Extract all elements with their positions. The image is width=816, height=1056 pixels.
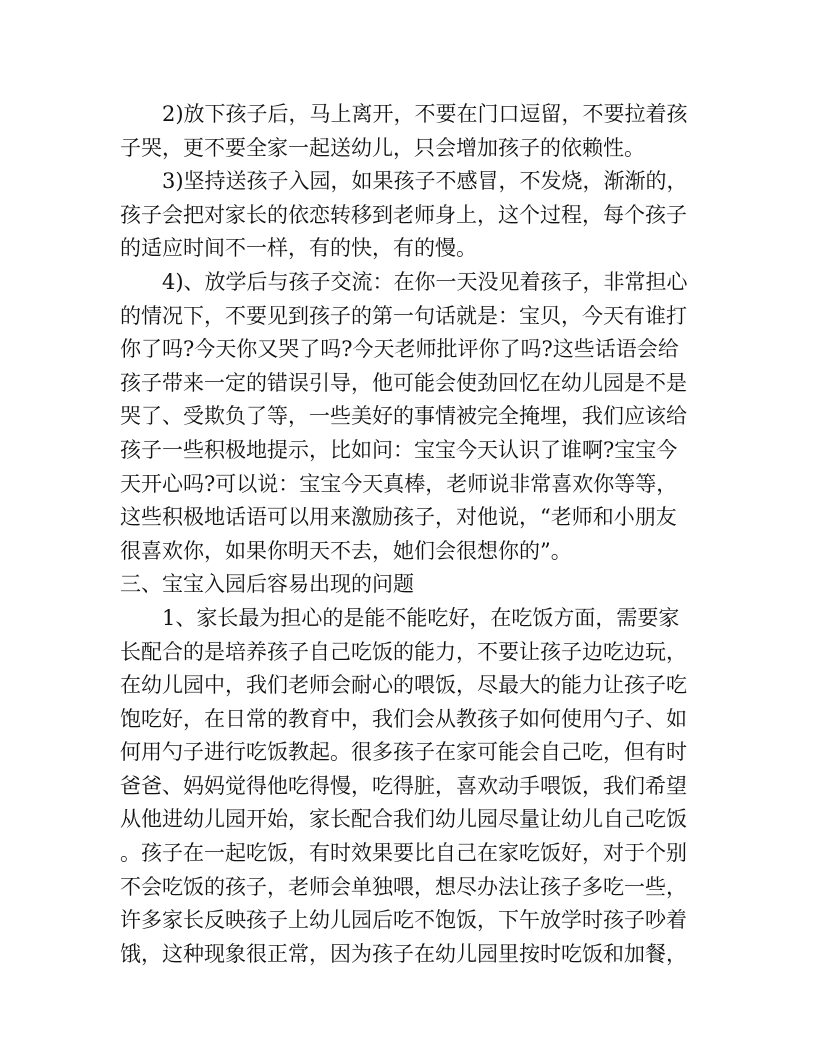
text-line: 3)坚持送孩子入园，如果孩子不感冒，不发烧，渐渐的， [162,169,688,194]
text-line: 在幼儿园中，我们老师会耐心的喂饭，尽最大的能力让孩子吃 [120,673,687,698]
text-line: 饿，这种现象很正常，因为孩子在幼儿园里按时吃饭和加餐， [120,941,687,966]
text-line: 饱吃好，在日常的教育中，我们会从教孩子如何使用勺子、如 [120,706,687,731]
text-line: 的适应时间不一样，有的快，有的慢。 [120,236,477,261]
text-line: 2)放下孩子后，马上离开，不要在门口逗留，不要拉着孩 [162,102,688,126]
text-line: 爸爸、妈妈觉得他吃得慢，吃得脏，喜欢动手喂饭，我们希望 [120,773,687,798]
document-body [120,98,696,971]
section-heading: 三、宝宝入园后容易出现的问题 [120,572,414,597]
text-line: 许多家长反映孩子上幼儿园后吃不饱饭，下午放学时孩子吵着 [120,908,687,933]
text-line: 。孩子在一起吃饭，有时效果要比自己在家吃饭好，对于个别 [120,841,687,866]
text-line: 1、家长最为担心的是能不能吃好，在吃饭方面，需要家 [162,605,680,630]
text-line: 你了吗?今天你又哭了吗?今天老师批评你了吗?这些话语会给 [120,337,679,362]
text-line: 长配合的是培养孩子自己吃饭的能力，不要让孩子边吃边玩， [120,639,687,664]
text-line: 4)、放学后与孩子交流：在你一天没见着孩子，非常担心 [162,269,688,294]
text-line: 孩子带来一定的错误引导，他可能会使劲回忆在幼儿园是不是 [120,370,687,395]
text-line: 不会吃饭的孩子，老师会单独喂，想尽办法让孩子多吃一些， [120,874,687,899]
text-line: 孩子一些积极地提示，比如问：宝宝今天认识了谁啊?宝宝今 [120,437,678,462]
text-line: 从他进幼儿园开始，家长配合我们幼儿园尽量让幼儿自己吃饭 [120,807,687,832]
text-line: 何用勺子进行吃饭教起。很多孩子在家可能会自己吃，但有时 [120,740,687,765]
text-line: 很喜欢你，如果你明天不去，她们会很想你的”。 [120,538,572,563]
text-line: 的情况下，不要见到孩子的第一句话就是：宝贝，今天有谁打 [120,303,687,328]
text-line: 子哭，更不要全家一起送幼儿，只会增加孩子的依赖性。 [120,135,645,160]
text-line: 天开心吗?可以说：宝宝今天真棒，老师说非常喜欢你等等， [120,471,678,496]
text-line: 哭了、受欺负了等，一些美好的事情被完全掩埋，我们应该给 [120,404,687,429]
text-line: 孩子会把对家长的依恋转移到老师身上，这个过程，每个孩子 [120,202,687,227]
text-line: 这些积极地话语可以用来激励孩子，对他说，“老师和小朋友 [120,505,677,530]
